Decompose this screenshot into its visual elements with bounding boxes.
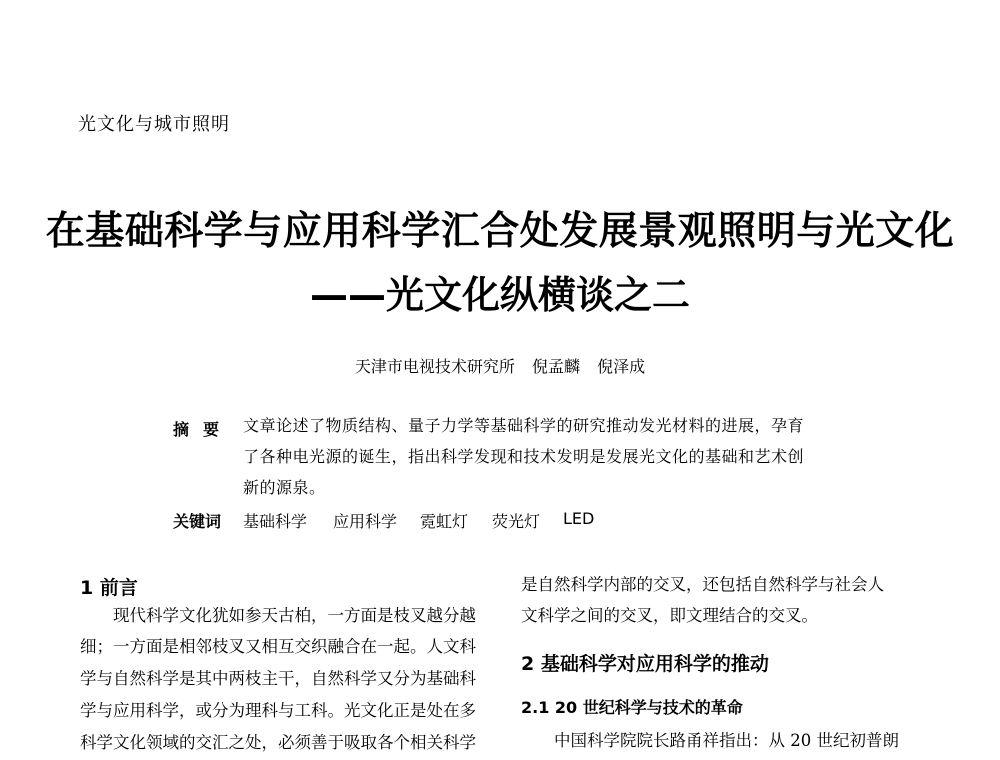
keyword: 霓虹灯 — [420, 512, 469, 531]
left-paragraph-line: 学与自然科学是其中两枝主干，自然科学又分为基础科 — [80, 669, 476, 688]
keyword: 荧光灯 — [492, 512, 541, 531]
left-paragraph-line: 现代科学文化犹如参天古柏，一方面是枝叉越分越 — [113, 606, 476, 625]
left-paragraph-line: 科学文化领域的交汇之处，必须善于吸取各个相关科学 — [80, 733, 476, 752]
keyword: LED — [563, 509, 595, 528]
abstract-line: 了各种电光源的诞生，指出科学发现和技术发明是发展光文化的基础和艺术创 — [243, 447, 805, 466]
right-paragraph-line: 是自然科学内部的交叉，还包括自然科学与社会人 — [521, 575, 884, 594]
affiliation: 天津市电视技术研究所 — [354, 357, 515, 376]
abstract-text — [243, 410, 843, 503]
author-2: 倪泽成 — [597, 357, 646, 376]
keywords-label: 关键词 — [173, 512, 222, 531]
running-header: 光文化与城市照明 — [78, 114, 230, 135]
abstract-line: 新的源泉。 — [243, 478, 326, 497]
article-title-line1: 在基础科学与应用科学汇合处发展景观照明与光文化 — [45, 209, 955, 254]
left-paragraph-line: 细；一方面是相邻枝叉又相互交织融合在一起。人文科 — [80, 637, 476, 656]
article-title-line2: ——光文化纵横谈之二 — [309, 273, 690, 317]
section-2-1-heading: 2.1 20 世纪科学与技术的革命 — [521, 698, 743, 717]
abstract-line: 文章论述了物质结构、量子力学等基础科学的研究推动发光材料的进展，孕育 — [243, 416, 805, 435]
left-paragraph-line: 学与应用科学，或分为理科与工科。光文化正是处在多 — [80, 701, 476, 720]
byline — [0, 354, 1000, 377]
abstract-label: 摘要 — [173, 420, 234, 439]
keyword: 应用科学 — [333, 512, 398, 531]
section-2-heading: 2 基础科学对应用科学的推动 — [521, 653, 769, 675]
keyword: 基础科学 — [243, 512, 308, 531]
author-1: 倪孟麟 — [531, 357, 580, 376]
section-1-heading: 1 前言 — [80, 577, 138, 599]
right-paragraph-line: 中国科学院院长路甬祥指出：从 20 世纪初普朗 — [554, 731, 899, 750]
right-paragraph-line: 文科学之间的交叉，即文理结合的交叉。 — [521, 606, 818, 625]
